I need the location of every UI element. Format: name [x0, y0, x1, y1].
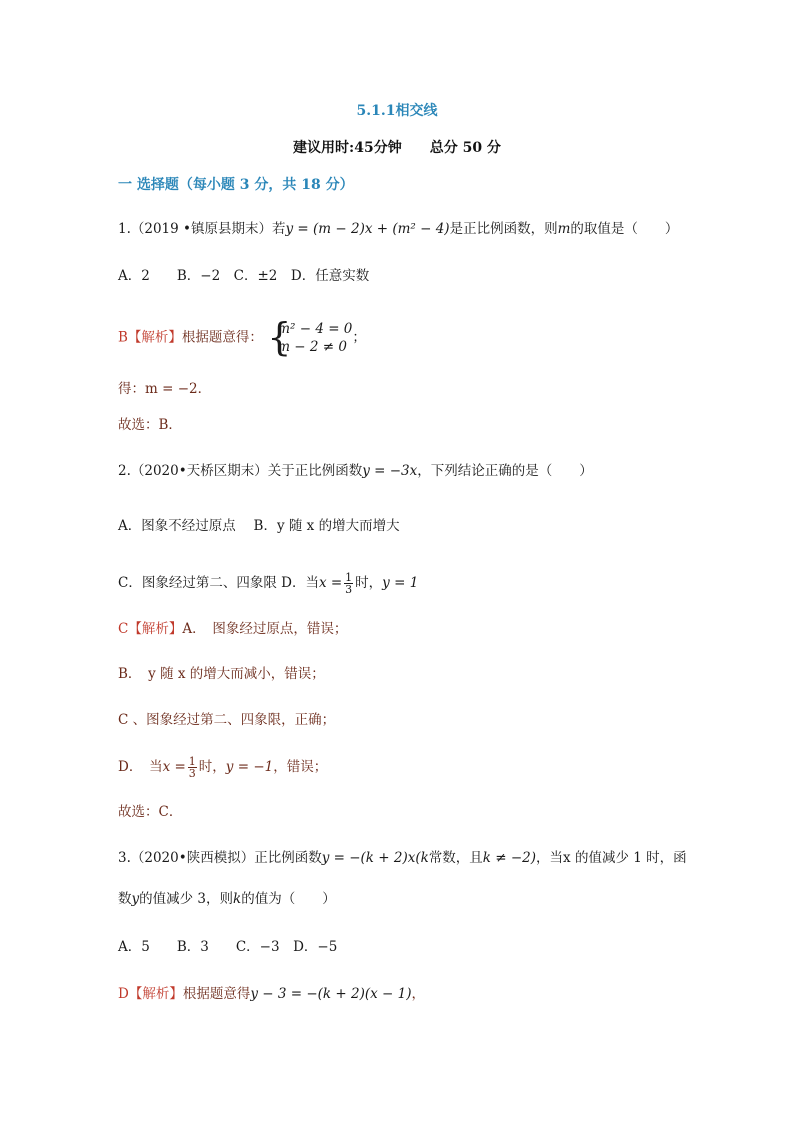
question-1-result: 得：m = −2． [118, 381, 212, 397]
equation-system: { m² − 4 = 0 m − 2 ≠ 0 [267, 315, 353, 359]
q1-expression: y = (m − 2)x + (m² − 4) [285, 221, 450, 237]
total-score: 总分 50 分 [429, 140, 501, 156]
q2-expression: y = −3x [362, 463, 418, 479]
question-3-options: A．5 B．3 C．−3 D．−5 [118, 939, 338, 955]
question-2-answer: C【解析】A． 图象经过原点，错误； [118, 621, 348, 637]
fraction: $\frac{1}{3}$ [345, 571, 353, 596]
answer-tag: 【解析】 [127, 329, 182, 346]
answer-tag: 【解析】 [128, 986, 183, 1002]
question-1: 1.（2019 •镇原县期末）若y = (m − 2)x + (m² − 4)是正比例函数，则m的取值是（ ） [118, 221, 679, 237]
fraction: $\frac{1}{3}$ [188, 755, 196, 780]
answer-tag: 【解析】 [128, 621, 183, 637]
answer-letter: D [118, 986, 129, 1002]
question-3-line1: 3.（2020•陕西模拟）正比例函数y = −(k + 2)x(k常数，且k ≠ −2)，当x 的值减少 1 时，函 [118, 850, 687, 866]
question-3-answer: D【解析】根据题意得y − 3 = −(k + 2)(x − 1)， [118, 986, 425, 1002]
page-title: 5.1.1相交线 [356, 103, 438, 119]
section-heading: 一 选择题（每小题 3 分，共 18 分） [118, 177, 354, 193]
answer-letter: B [118, 329, 128, 346]
question-1-answer: B【解析】根据题意得： { m² − 4 = 0 m − 2 ≠ 0 ； [118, 315, 366, 359]
question-2-d-line: D． 当x = $\frac{1}{3}$ 时，y = −1，错误； [118, 755, 328, 780]
page-subtitle [0, 137, 794, 157]
question-2-options-cd: C．图象经过第二、四象限 D．当x = $\frac{1}{3}$ 时，y = 1 [118, 571, 419, 596]
time-limit: 建议用时:45分钟 [293, 140, 402, 156]
answer-letter: C [118, 621, 129, 637]
question-2-choose: 故选：C． [118, 804, 183, 820]
question-2: 2.（2020•天桥区期末）关于正比例函数y = −3x，下列结论正确的是（ ） [118, 463, 593, 479]
question-3-line2: 数y的值减少 3，则k的值为（ ） [118, 891, 336, 907]
question-1-choose: 故选：B． [118, 417, 182, 433]
question-2-options-ab: A．图象不经过原点 B．y 随 x 的增大而增大 [118, 518, 400, 534]
question-1-options: A．2 B．−2 C．±2 D．任意实数 [118, 268, 370, 284]
question-2-c-line: C 、图象经过第二、四象限，正确； [118, 712, 336, 728]
question-2-b-line: B． y 随 x 的增大而减小，错误； [118, 666, 325, 682]
